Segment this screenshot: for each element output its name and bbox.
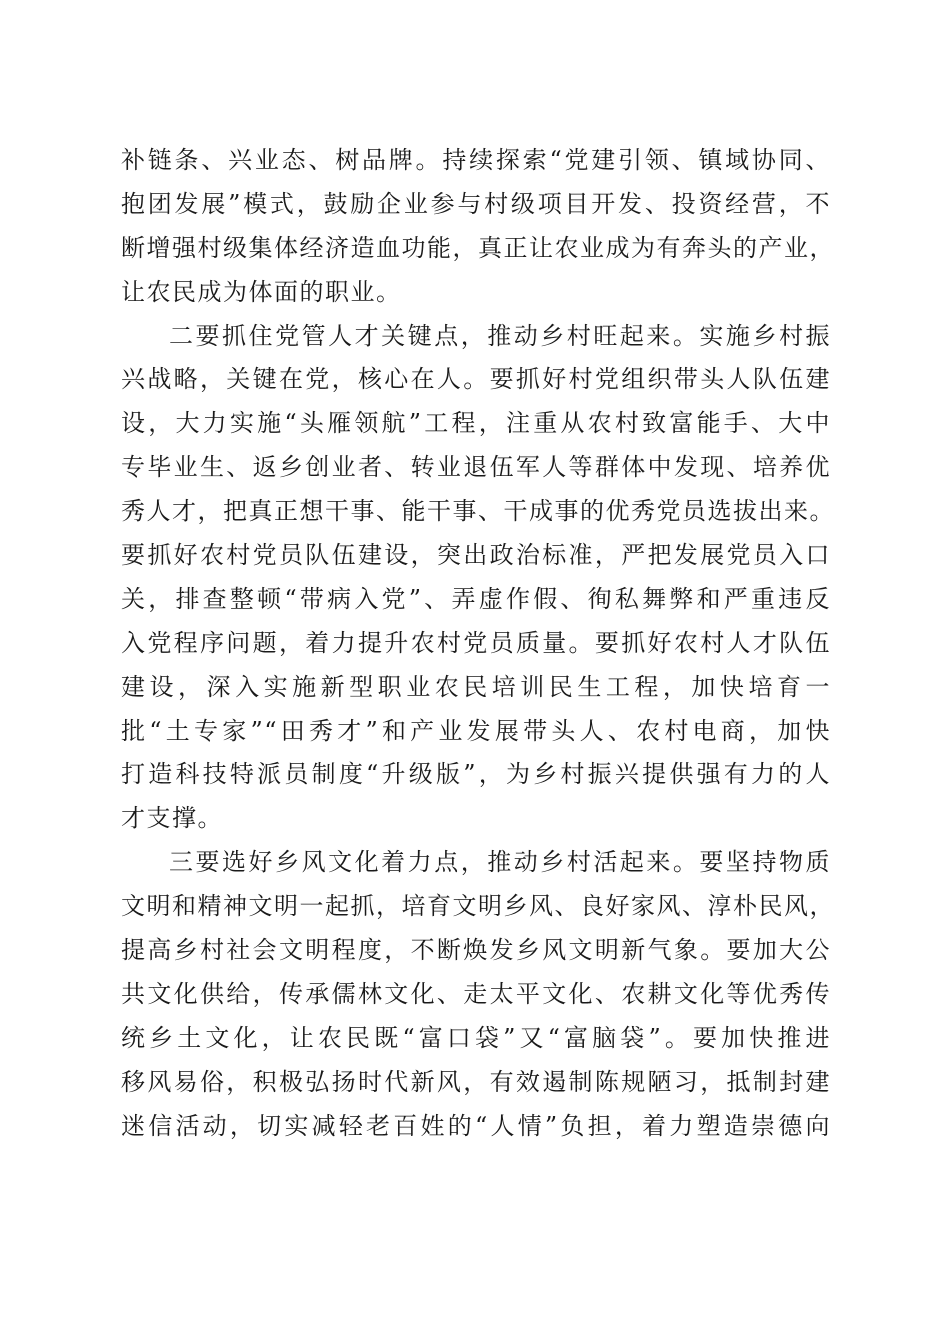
text-line: 抱团发展”模式，鼓励企业参与村级项目开发、投资经营，不: [121, 189, 831, 218]
text-line: 统乡土文化，让农民既“富口袋”又“富脑袋”。要加快推进: [121, 1023, 831, 1052]
text-line: 共文化供给，传承儒林文化、走太平文化、农耕文化等优秀传: [121, 979, 831, 1008]
text-line: 批“土专家”“田秀才”和产业发展带头人、农村电商，加快: [121, 716, 831, 745]
text-line: 补链条、兴业态、树品牌。持续探索“党建引领、镇域协同、: [121, 146, 831, 174]
text-line: 专毕业生、返乡创业者、转业退伍军人等群体中发现、培养优: [121, 453, 831, 482]
text-line: 打造科技特派员制度“升级版”，为乡村振兴提供强有力的人: [121, 760, 831, 789]
paragraph-3: [121, 841, 835, 1148]
paragraph-1: [121, 139, 835, 315]
text-line: 迷信活动，切实减轻老百姓的“人情”负担，着力塑造崇德向: [121, 1111, 831, 1140]
text-line: 让农民成为体面的职业。: [121, 277, 402, 306]
text-line: 文明和精神文明一起抓，培育文明乡风、良好家风、淳朴民风，: [121, 892, 835, 921]
text-line: 断增强村级集体经济造血功能，真正让农业成为有奔头的产业，: [121, 233, 835, 262]
text-line: 才支撑。: [121, 804, 223, 833]
text-line: 二要抓住党管人才关键点，推动乡村旺起来。实施乡村振: [169, 321, 831, 350]
document-body: [121, 139, 835, 1148]
paragraph-2: [121, 315, 835, 842]
text-line: 要抓好农村党员队伍建设，突出政治标准，严把发展党员入口: [121, 541, 831, 570]
text-line: 设，大力实施“头雁领航”工程，注重从农村致富能手、大中: [121, 409, 831, 438]
text-line: 建设，深入实施新型职业农民培训民生工程，加快培育一: [121, 672, 831, 701]
text-line: 三要选好乡风文化着力点，推动乡村活起来。要坚持物质: [169, 848, 831, 877]
text-line: 提高乡村社会文明程度，不断焕发乡风文明新气象。要加大公: [121, 936, 831, 965]
text-line: 关，排查整顿“带病入党”、弄虚作假、徇私舞弊和严重违反: [121, 584, 831, 613]
text-line: 移风易俗，积极弘扬时代新风，有效遏制陈规陋习，抵制封建: [121, 1067, 831, 1096]
text-line: 兴战略，关键在党，核心在人。要抓好村党组织带头人队伍建: [121, 365, 831, 394]
text-line: 入党程序问题，着力提升农村党员质量。要抓好农村人才队伍: [121, 628, 831, 657]
text-line: 秀人才，把真正想干事、能干事、干成事的优秀党员选拔出来。: [121, 497, 835, 526]
